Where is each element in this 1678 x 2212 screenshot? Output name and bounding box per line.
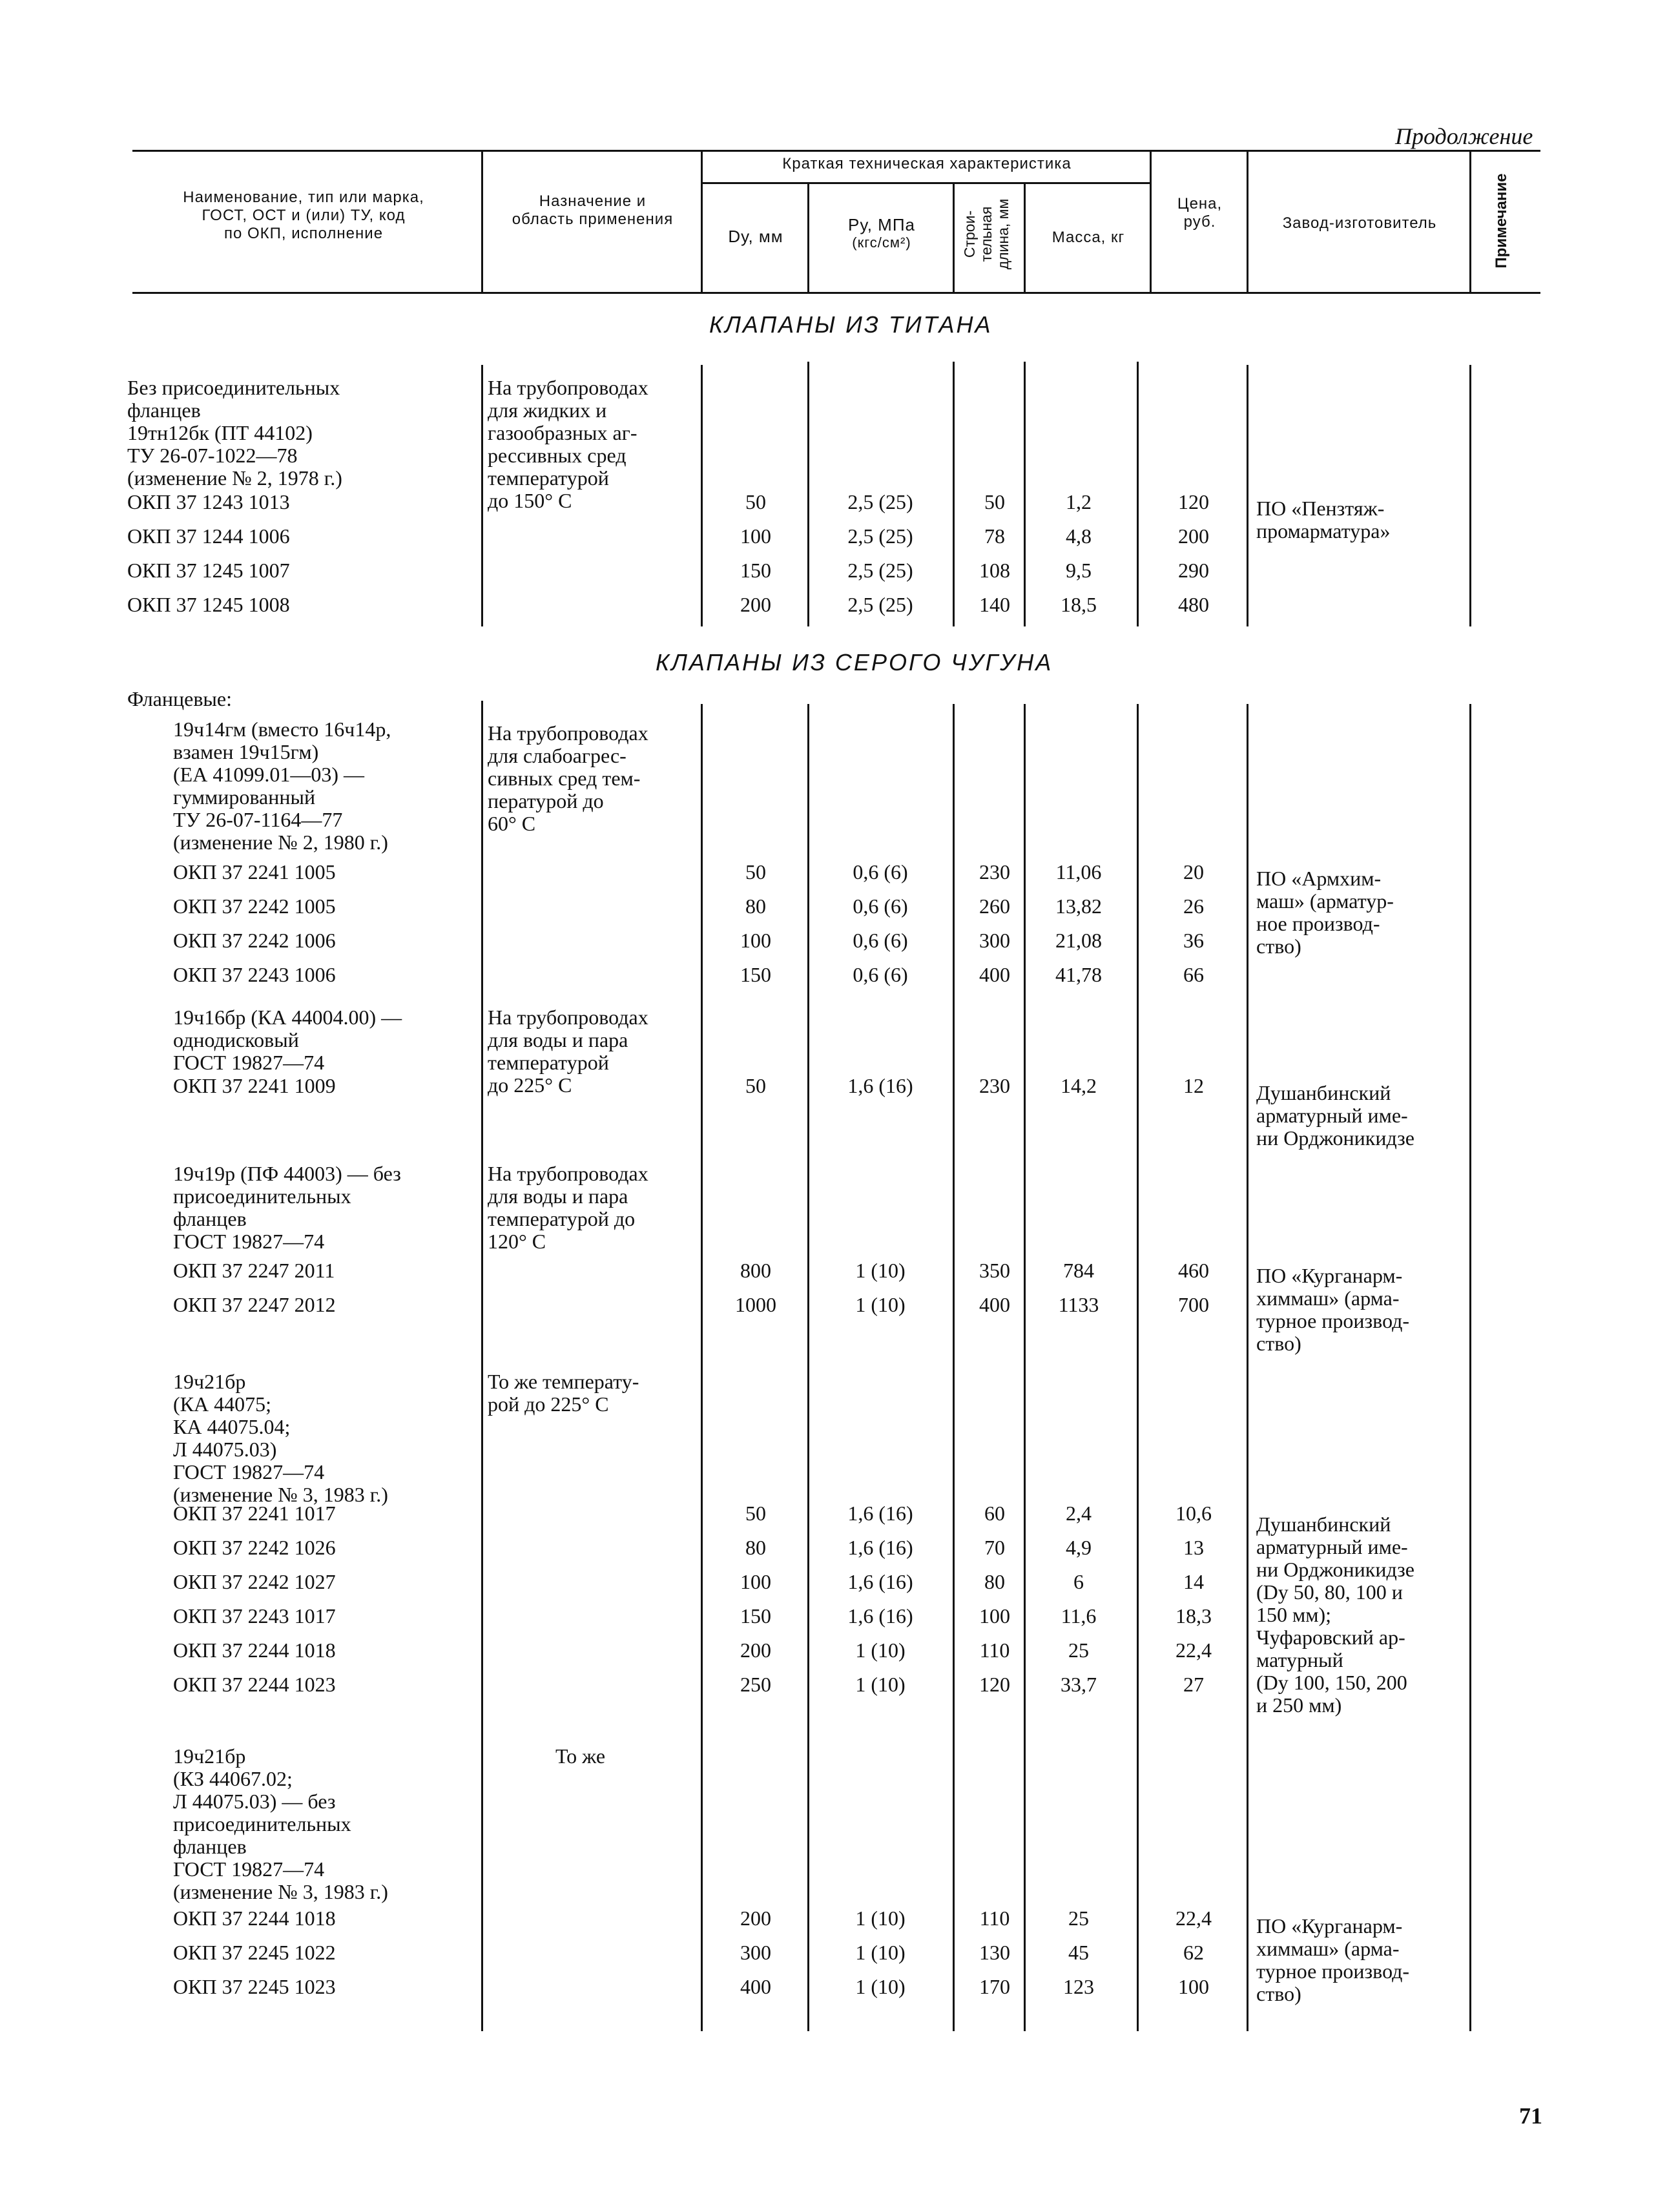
continuation-label: Продолжение <box>1395 123 1533 149</box>
cell-length: 300 <box>979 929 1010 952</box>
okp-code: ОКП 37 2245 1023 <box>173 1975 336 1998</box>
cell-mass: 4,9 <box>1066 1536 1092 1559</box>
okp-code: ОКП 37 2244 1023 <box>173 1673 336 1696</box>
cell-price: 62 <box>1183 1941 1204 1964</box>
item-name-line: гуммированный <box>173 785 316 809</box>
item-name-line: (изменение № 2, 1980 г.) <box>173 831 388 854</box>
cell-price: 460 <box>1178 1259 1209 1282</box>
column-rule <box>1247 704 1248 2031</box>
factory-line: ни Орджоникидзе <box>1256 1126 1414 1150</box>
header-line: ГОСТ, ОСТ и (или) ТУ, код <box>202 207 406 224</box>
header-vrule <box>701 150 703 293</box>
cell-price: 10,6 <box>1176 1502 1212 1525</box>
cell-mass: 123 <box>1063 1975 1094 1998</box>
header-line: Строи- <box>961 210 978 258</box>
cell-length: 400 <box>979 1293 1010 1316</box>
purpose-line: На трубопроводах <box>488 1162 648 1185</box>
purpose-line: для воды и пара <box>488 1028 628 1051</box>
item-name-line: однодисковый <box>173 1028 299 1051</box>
column-rule <box>1247 365 1248 626</box>
cell-py: 1 (10) <box>855 1907 906 1930</box>
factory-line: ни Орджоникидзе <box>1256 1558 1414 1581</box>
cell-mass: 41,78 <box>1055 963 1102 986</box>
cell-price: 200 <box>1178 524 1209 548</box>
factory-line: ство) <box>1256 1332 1301 1355</box>
okp-code: ОКП 37 2241 1009 <box>173 1074 336 1097</box>
okp-code: ОКП 37 2244 1018 <box>173 1907 336 1930</box>
cell-py: 1 (10) <box>855 1638 906 1662</box>
cell-mass: 11,6 <box>1061 1604 1097 1628</box>
factory-line: химмаш» (арма- <box>1256 1287 1400 1310</box>
okp-code: ОКП 37 1245 1007 <box>127 559 290 582</box>
header-line: руб. <box>1183 213 1216 231</box>
factory-line: ПО «Курганарм- <box>1256 1914 1403 1938</box>
cell-dy: 100 <box>740 929 771 952</box>
item-name-line: ТУ 26-07-1022—78 <box>127 444 298 467</box>
cell-price: 120 <box>1178 490 1209 513</box>
column-rule <box>481 365 483 626</box>
item-name-line: 19ч14гм (вместо 16ч14р, <box>173 718 391 741</box>
okp-code: ОКП 37 2243 1017 <box>173 1604 336 1628</box>
purpose-line: температурой до <box>488 1207 636 1230</box>
cell-length: 100 <box>979 1604 1010 1628</box>
item-name-line: присоединительных <box>173 1184 351 1208</box>
cell-py: 2,5 (25) <box>847 524 913 548</box>
cell-py: 1 (10) <box>855 1941 906 1964</box>
cell-py: 0,6 (6) <box>853 929 908 952</box>
cell-length: 50 <box>984 490 1005 513</box>
item-name-line: взамен 19ч15гм) <box>173 740 319 763</box>
header-dy: Dу, мм <box>728 227 783 246</box>
item-name-line: ГОСТ 19827—74 <box>173 1460 325 1483</box>
cell-price: 36 <box>1183 929 1204 952</box>
cell-length: 110 <box>979 1907 1010 1930</box>
cell-dy: 1000 <box>735 1293 776 1316</box>
factory-line: арматурный име- <box>1256 1104 1408 1127</box>
cell-price: 22,4 <box>1176 1638 1212 1662</box>
header-bottom-rule <box>132 292 1540 294</box>
purpose-line: до 225° С <box>488 1073 572 1097</box>
factory-line: Душанбинский <box>1256 1513 1391 1536</box>
header-line: тельная <box>978 206 995 262</box>
item-name-line: фланцев <box>173 1835 247 1858</box>
cell-mass: 33,7 <box>1061 1673 1097 1696</box>
cell-dy: 300 <box>740 1941 771 1964</box>
cell-price: 480 <box>1178 593 1209 616</box>
column-rule <box>701 704 703 2031</box>
okp-code: ОКП 37 2247 2011 <box>173 1259 335 1282</box>
factory-line: ПО «Курганарм- <box>1256 1264 1403 1287</box>
header-vrule <box>1247 150 1248 293</box>
purpose-line: сивных сред тем- <box>488 767 641 790</box>
factory-line: маш» (арматур- <box>1256 889 1394 913</box>
cell-length: 120 <box>979 1673 1010 1696</box>
header-vrule <box>1024 182 1026 293</box>
cell-mass: 2,4 <box>1066 1502 1092 1525</box>
header-brief-tech: Краткая техническая характеристика <box>782 155 1072 172</box>
cell-length: 350 <box>979 1259 1010 1282</box>
factory-line: матурный <box>1256 1648 1343 1671</box>
header-py <box>811 216 953 252</box>
cell-dy: 50 <box>745 490 766 513</box>
header-purpose-column <box>488 192 698 229</box>
header-line: длина, мм <box>995 198 1011 270</box>
header-line: Цена, <box>1177 195 1223 212</box>
header-vrule <box>1150 150 1152 293</box>
cell-py: 1,6 (16) <box>847 1570 913 1593</box>
cell-price: 290 <box>1178 559 1209 582</box>
factory-line: (Dу 100, 150, 200 <box>1256 1671 1407 1694</box>
cell-length: 60 <box>984 1502 1005 1525</box>
item-name-line: (КЗ 44067.02; <box>173 1767 293 1790</box>
column-rule <box>1137 704 1139 2031</box>
cell-dy: 200 <box>740 593 771 616</box>
item-name-line: ГОСТ 19827—74 <box>173 1230 325 1253</box>
cell-mass: 784 <box>1063 1259 1094 1282</box>
factory-line: ство) <box>1256 935 1301 958</box>
purpose-line: температурой <box>488 1051 609 1074</box>
cell-dy: 250 <box>740 1673 771 1696</box>
header-line: Назначение и <box>539 192 647 210</box>
item-name-line: присоединительных <box>173 1812 351 1835</box>
factory-line: турное производ- <box>1256 1309 1410 1332</box>
cell-mass: 1,2 <box>1066 490 1092 513</box>
purpose-line: 60° С <box>488 812 536 835</box>
cell-length: 260 <box>979 894 1010 918</box>
cell-py: 1 (10) <box>855 1259 906 1282</box>
factory-line: Чуфаровский ар- <box>1256 1626 1405 1649</box>
cell-price: 26 <box>1183 894 1204 918</box>
cell-price: 700 <box>1178 1293 1209 1316</box>
cell-price: 13 <box>1183 1536 1204 1559</box>
factory-line: ПО «Пензтяж- <box>1256 497 1385 520</box>
header-line: по ОКП, исполнение <box>223 225 384 242</box>
factory-line: промарматура» <box>1256 519 1391 543</box>
cell-price: 14 <box>1183 1570 1204 1593</box>
okp-code: ОКП 37 2242 1026 <box>173 1536 336 1559</box>
cell-length: 78 <box>984 524 1005 548</box>
header-line: Наименование, тип или марка, <box>183 189 424 206</box>
header-name-column <box>139 189 468 243</box>
header-price <box>1153 195 1247 231</box>
page-number: 71 <box>1519 2103 1542 2129</box>
okp-code: ОКП 37 2241 1005 <box>173 860 336 884</box>
cell-price: 12 <box>1183 1074 1204 1097</box>
purpose-line: до 150° С <box>488 489 572 512</box>
cell-length: 110 <box>979 1638 1010 1662</box>
purpose-line: На трубопроводах <box>488 376 648 399</box>
cell-price: 18,3 <box>1176 1604 1212 1628</box>
okp-code: ОКП 37 1243 1013 <box>127 490 290 513</box>
cell-py: 2,5 (25) <box>847 593 913 616</box>
cell-length: 80 <box>984 1570 1005 1593</box>
cell-dy: 800 <box>740 1259 771 1282</box>
item-name-line: (КА 44075; <box>173 1392 271 1416</box>
header-length <box>961 184 1011 284</box>
okp-code: ОКП 37 2244 1018 <box>173 1638 336 1662</box>
column-rule <box>1469 365 1471 626</box>
column-rule <box>807 704 809 2031</box>
cell-dy: 150 <box>740 559 771 582</box>
cell-length: 230 <box>979 1074 1010 1097</box>
okp-code: ОКП 37 2242 1027 <box>173 1570 336 1593</box>
cell-py: 0,6 (6) <box>853 963 908 986</box>
cell-length: 70 <box>984 1536 1005 1559</box>
factory-line: 150 мм); <box>1256 1603 1332 1626</box>
item-name-line: 19ч16бр (КА 44004.00) — <box>173 1006 402 1029</box>
item-name-line: ГОСТ 19827—74 <box>173 1857 325 1881</box>
header-vrule <box>481 150 483 293</box>
cell-dy: 150 <box>740 1604 771 1628</box>
purpose-line: 120° С <box>488 1230 546 1253</box>
cell-mass: 25 <box>1068 1907 1089 1930</box>
cell-mass: 25 <box>1068 1638 1089 1662</box>
purpose-line: рессивных сред <box>488 444 627 467</box>
cell-length: 108 <box>979 559 1010 582</box>
cell-length: 170 <box>979 1975 1010 1998</box>
item-name-line: фланцев <box>127 398 201 422</box>
cell-dy: 200 <box>740 1638 771 1662</box>
cell-py: 1 (10) <box>855 1293 906 1316</box>
okp-code: ОКП 37 2241 1017 <box>173 1502 336 1525</box>
factory-line: ное производ- <box>1256 912 1380 935</box>
factory-line: (Dу 50, 80, 100 и <box>1256 1580 1403 1604</box>
header-vrule <box>807 182 809 293</box>
factory-line: турное производ- <box>1256 1959 1410 1983</box>
cell-py: 1 (10) <box>855 1975 906 1998</box>
item-name-line: (изменение № 2, 1978 г.) <box>127 466 342 490</box>
factory-line: и 250 мм) <box>1256 1693 1342 1717</box>
item-name-line: Л 44075.03) <box>173 1438 277 1461</box>
cell-dy: 200 <box>740 1907 771 1930</box>
cell-py: 1,6 (16) <box>847 1604 913 1628</box>
cell-price: 66 <box>1183 963 1204 986</box>
column-rule <box>953 362 955 626</box>
cell-mass: 45 <box>1068 1941 1089 1964</box>
purpose-line: рой до 225° С <box>488 1392 609 1416</box>
cell-dy: 150 <box>740 963 771 986</box>
purpose-line: То же <box>555 1744 606 1768</box>
cell-mass: 9,5 <box>1066 559 1092 582</box>
cell-dy: 80 <box>745 894 766 918</box>
cell-mass: 4,8 <box>1066 524 1092 548</box>
cell-price: 100 <box>1178 1975 1209 1998</box>
column-rule <box>953 704 955 2031</box>
cell-mass: 13,82 <box>1055 894 1102 918</box>
cell-dy: 50 <box>745 860 766 884</box>
cell-py: 1,6 (16) <box>847 1536 913 1559</box>
cell-mass: 18,5 <box>1061 593 1097 616</box>
item-name-line: (изменение № 3, 1983 г.) <box>173 1483 388 1506</box>
okp-code: ОКП 37 2247 2012 <box>173 1293 336 1316</box>
item-name-line: ГОСТ 19827—74 <box>173 1051 325 1074</box>
okp-code: ОКП 37 2242 1006 <box>173 929 336 952</box>
cell-price: 27 <box>1183 1673 1204 1696</box>
cell-py: 0,6 (6) <box>853 894 908 918</box>
purpose-line: температурой <box>488 466 609 490</box>
cell-dy: 80 <box>745 1536 766 1559</box>
header-mass: Масса, кг <box>1051 229 1125 246</box>
purpose-line: То же температу- <box>488 1370 639 1393</box>
purpose-line: для воды и пара <box>488 1184 628 1208</box>
section-title-titanium: КЛАПАНЫ ИЗ ТИТАНА <box>709 311 993 338</box>
purpose-line: На трубопроводах <box>488 721 648 745</box>
okp-code: ОКП 37 2243 1006 <box>173 963 336 986</box>
item-name-line: ТУ 26-07-1164—77 <box>173 808 343 831</box>
purpose-line: для жидких и <box>488 398 607 422</box>
cell-length: 400 <box>979 963 1010 986</box>
cell-py: 1,6 (16) <box>847 1074 913 1097</box>
purpose-line: газообразных аг- <box>488 421 637 444</box>
cell-length: 140 <box>979 593 1010 616</box>
factory-line: Душанбинский <box>1256 1081 1391 1104</box>
cell-dy: 100 <box>740 1570 771 1593</box>
purpose-line: На трубопроводах <box>488 1006 648 1029</box>
item-name-line: 19тн12бк (ПТ 44102) <box>127 421 313 444</box>
item-name-line: (ЕА 41099.01—03) — <box>173 763 364 786</box>
factory-line: ство) <box>1256 1982 1301 2005</box>
okp-code: ОКП 37 2245 1022 <box>173 1941 336 1964</box>
purpose-line: для слабоагрес- <box>488 744 627 767</box>
cell-price: 20 <box>1183 860 1204 884</box>
section-title-cast-iron: КЛАПАНЫ ИЗ СЕРОГО ЧУГУНА <box>656 649 1053 676</box>
factory-line: химмаш» (арма- <box>1256 1937 1400 1960</box>
cell-dy: 400 <box>740 1975 771 1998</box>
column-rule <box>1469 704 1471 2031</box>
item-name-line: КА 44075.04; <box>173 1415 291 1438</box>
cell-mass: 21,08 <box>1055 929 1102 952</box>
header-line: (кгс/см²) <box>852 234 911 251</box>
group-label-flanged: Фланцевые: <box>127 687 233 710</box>
column-rule <box>807 362 809 626</box>
item-name-line: Л 44075.03) — без <box>173 1790 336 1813</box>
item-name-line: 19ч21бр <box>173 1744 246 1768</box>
cell-mass: 11,06 <box>1055 860 1102 884</box>
header-top-rule <box>132 150 1540 152</box>
header-vrule <box>1469 150 1471 293</box>
purpose-line: пературой до <box>488 789 604 812</box>
brief-tech-rule <box>701 182 1150 184</box>
header-vrule <box>953 182 955 293</box>
cell-mass: 1133 <box>1058 1293 1099 1316</box>
cell-length: 230 <box>979 860 1010 884</box>
factory-line: арматурный име- <box>1256 1535 1408 1558</box>
column-rule <box>1137 362 1139 626</box>
cell-price: 22,4 <box>1176 1907 1212 1930</box>
cell-mass: 14,2 <box>1061 1074 1097 1097</box>
cell-py: 1,6 (16) <box>847 1502 913 1525</box>
item-name-line: 19ч19р (ПФ 44003) — без <box>173 1162 401 1185</box>
column-rule <box>481 701 483 2031</box>
header-note: Примечание <box>1493 173 1510 269</box>
okp-code: ОКП 37 2242 1005 <box>173 894 336 918</box>
header-line: Pу, МПа <box>848 215 915 234</box>
item-name-line: Без присоединительных <box>127 376 340 399</box>
header-factory: Завод-изготовитель <box>1282 214 1437 232</box>
cell-dy: 50 <box>745 1074 766 1097</box>
cell-py: 2,5 (25) <box>847 559 913 582</box>
item-name-line: (изменение № 3, 1983 г.) <box>173 1880 388 1903</box>
cell-mass: 6 <box>1073 1570 1084 1593</box>
item-name-line: 19ч21бр <box>173 1370 246 1393</box>
cell-py: 0,6 (6) <box>853 860 908 884</box>
okp-code: ОКП 37 1245 1008 <box>127 593 290 616</box>
factory-line: ПО «Армхим- <box>1256 867 1382 890</box>
cell-length: 130 <box>979 1941 1010 1964</box>
cell-py: 2,5 (25) <box>847 490 913 513</box>
cell-py: 1 (10) <box>855 1673 906 1696</box>
okp-code: ОКП 37 1244 1006 <box>127 524 290 548</box>
cell-dy: 100 <box>740 524 771 548</box>
column-rule <box>701 365 703 626</box>
header-line: область применения <box>512 211 674 228</box>
cell-dy: 50 <box>745 1502 766 1525</box>
item-name-line: фланцев <box>173 1207 247 1230</box>
